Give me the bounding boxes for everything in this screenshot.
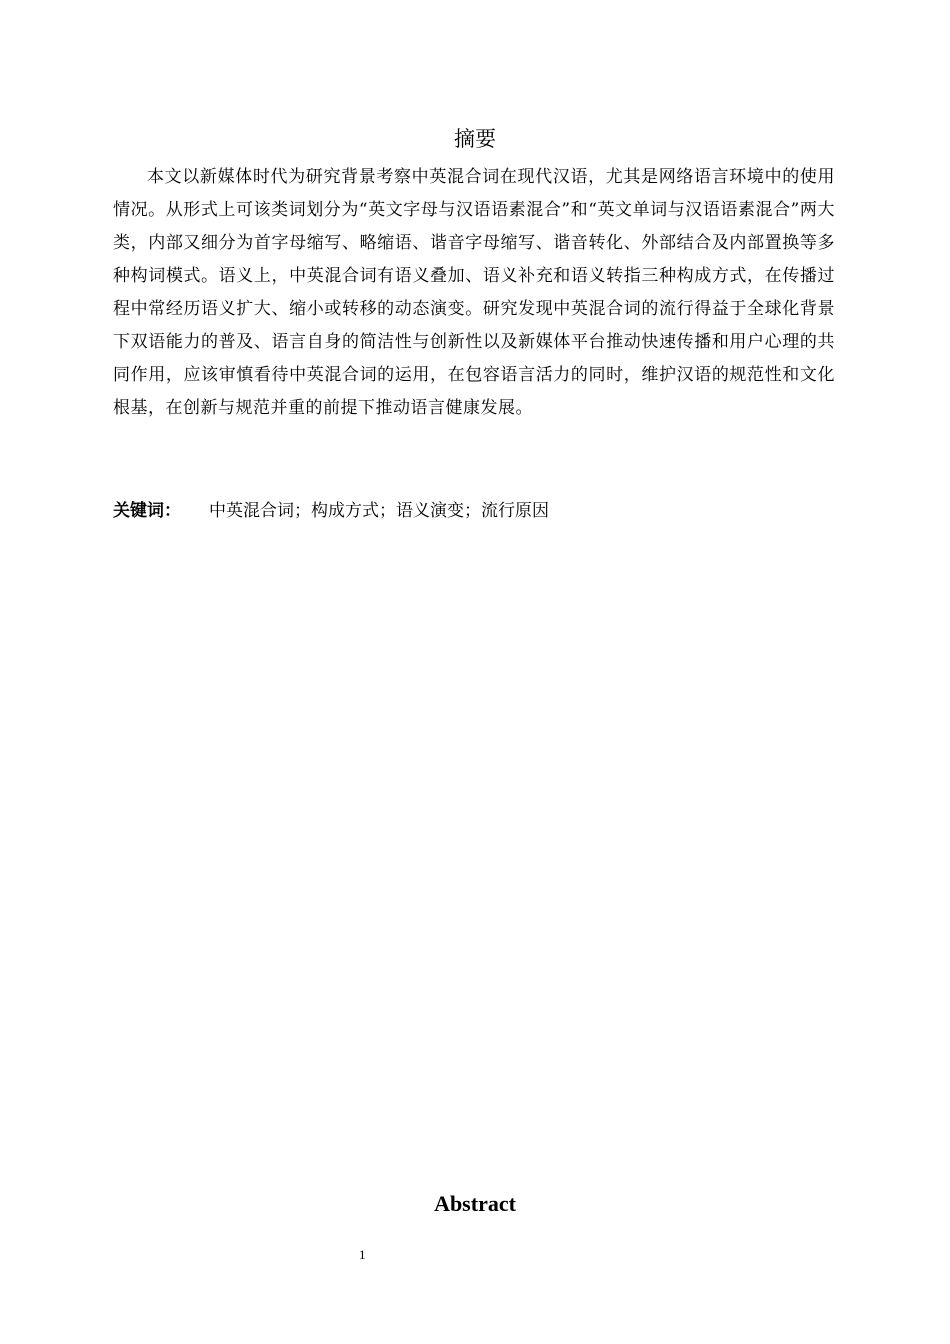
keywords-text: 中英混合词；构成方式；语义演变；流行原因 xyxy=(209,501,549,521)
chinese-abstract-title: 摘要 xyxy=(454,127,496,151)
page-number: 1 xyxy=(359,1247,366,1262)
keywords-line xyxy=(113,495,835,528)
chinese-abstract-body: 本文以新媒体时代为研究背景考察中英混合词在现代汉语，尤其是网络语言环境中的使用情况。从形式上可该类词划分为“英文字母与汉语语素混合”和“英文单词与汉语语素混合”两大类，内部又细分为首字母缩写、略缩语、谐音字母缩写、谐音转化、外部结合及内部置换等多种构词模式。语义上，中英混合词有语义叠加、语义补充和语义转指三种构成方式，在传播过程中常经历语义扩大、缩小或转移的动态演变。研究发现中英混合词的流行得益于全球化背景下双语能力的普及、语言自身的简洁性与创新性以及新媒体平台推动快速传播和用户心理的共同作用，应该审慎看待中英混合词的运用，在包容语言活力的同时，维护汉语的规范性和文化根基，在创新与规范并重的前提下推动语言健康发展。 xyxy=(113,167,835,418)
keywords-label: 关键词： xyxy=(113,501,181,521)
english-abstract-title: Abstract xyxy=(434,1191,516,1216)
